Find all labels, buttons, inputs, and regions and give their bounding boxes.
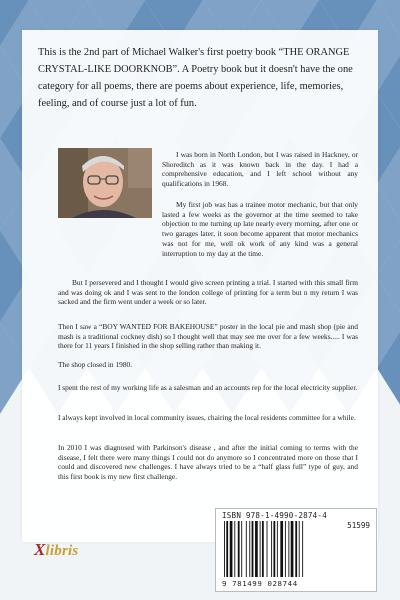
barcode-number: 9 781499 028744: [222, 579, 298, 588]
bio-paragraph-7: I always kept involved in local community issues, chairing the local residents committee for a while.: [58, 413, 356, 422]
isbn-label: ISBN 978-1-4990-2874-4: [222, 511, 327, 520]
bio-paragraph-4: Then I saw a “BOY WANTED FOR BAKEHOUSE” poster in the local pie and mash shop (pie and mash is a traditional cockney dish) so I thought well that may see me over for a few weeks..... I was there for 11 years I finished in the shop selling rather than making it.: [58, 322, 358, 351]
barcode-bar: [288, 521, 289, 577]
bio-paragraph-5: The shop closed in 1980.: [58, 360, 133, 369]
logo-x-letter: X: [34, 540, 46, 559]
barcode-bar: [267, 521, 268, 577]
bio-paragraph-6: I spent the rest of my working life as a salesman and an accounts rep for the local electricity supplier.: [58, 383, 358, 392]
price-code: 51599: [347, 521, 370, 530]
bio-paragraph-3: But I persevered and I thought I would give screen printing a trial. I started with this small firm and was doing ok and I was sent to the london college of printing for a term but n my return I was sacked and the firm went under a week or so later.: [58, 278, 358, 307]
barcode-bar: [277, 521, 278, 577]
barcode-bar: [246, 521, 247, 577]
barcode-bar: [234, 521, 235, 577]
barcode-bar: [224, 521, 225, 577]
barcode-bar: [299, 521, 300, 577]
bio-paragraph-8: In 2010 I was diagnosed with Parkinson's disease , and after the initial coming to terms with the disease, I felt there were many things I could not do anymore so I concentrated more on those that I could and discovered new challenges. I have always tried to be a “half glass full” type of guy, and this first book is my new first challenge.: [58, 443, 358, 482]
bio-paragraph-2: My first job was has a trainee motor mechanic, but that only lasted a few weeks as the governor at the time seemed to take objection to me turning up late nearly every morning, after one or two garages later, it soon become apparent that motor mechanics was not for me, well ok work of any kind was a general interruption to my day at the time.: [162, 200, 358, 258]
barcode-bar: [230, 521, 233, 577]
barcode-bar: [262, 521, 264, 577]
author-portrait-image: [58, 148, 152, 218]
barcode-bars: [222, 521, 334, 579]
barcode-bar: [252, 521, 254, 577]
barcode-bar: [273, 521, 275, 577]
barcode-bar: [295, 521, 297, 577]
intro-paragraph: This is the 2nd part of Michael Walker's first poetry book “THE ORANGE CRYSTAL-LIKE DOORKNOB”. A Poetry book but it doesn't have the one category for all poems, there are poems about experience, life, memories, feeling, and of course just a lot of fun.: [38, 47, 353, 109]
logo-text: libris: [45, 543, 79, 559]
barcode-bar: [241, 521, 242, 577]
barcode-bar: [249, 521, 250, 577]
xlibris-logo: [28, 538, 84, 558]
barcode-bar: [280, 521, 283, 577]
barcode-bar: [285, 521, 286, 577]
barcode-bar: [291, 521, 294, 577]
isbn-barcode-box: [215, 508, 377, 592]
barcode-bar: [255, 521, 258, 577]
bio-paragraph-1: I was born in North London, but I was raised in Hackney, or Shoreditch as it was known back in the day. I had a comprehensive education, and I left school without any qualifications in 1968.: [162, 150, 358, 189]
barcode-bar: [238, 521, 240, 577]
barcode-bar: [302, 521, 303, 577]
barcode-bar: [260, 521, 261, 577]
barcode-bar: [226, 521, 228, 577]
barcode-bar: [271, 521, 272, 577]
author-photo: [58, 148, 152, 218]
